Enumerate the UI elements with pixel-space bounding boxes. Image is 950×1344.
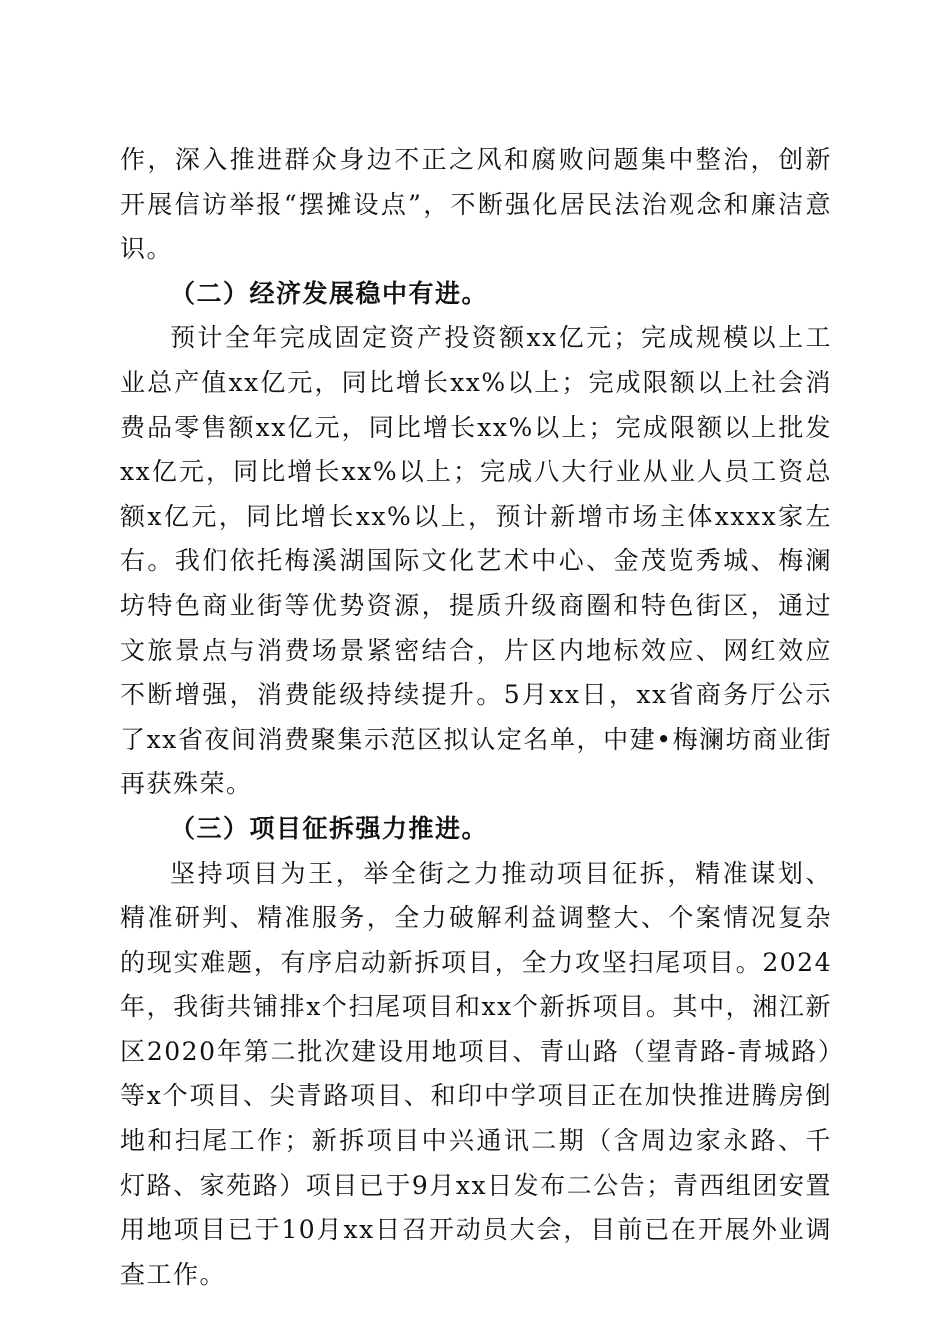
paragraph-projects: 坚持项目为王，举全街之力推动项目征拆，精准谋划、精准研判、精准服务，全力破解利益调整大、个案情况复杂的现实难题，有序启动新拆项目，全力攻坚扫尾项目。2024年，我街共铺排x个扫尾项目和xx个新拆项目。其中，湘江新区2020年第二批次建设用地项目、青山路（望青路-青城路）等x个项目、尖青路项目、和印中学项目正在加快推进腾房倒地和扫尾工作；新拆项目中兴通讯二期（含周边家永路、千灯路、家苑路）项目已于9月xx日发布二公告；青西组团安置用地项目已于10月xx日召开动员大会，目前已在开展外业调查工作。 (120, 858, 832, 1289)
paragraph-economy: 预计全年完成固定资产投资额xx亿元；完成规模以上工业总产值xx亿元，同比增长xx%以上；完成限额以上社会消费品零售额xx亿元，同比增长xx%以上；完成限额以上批发xx亿元，同比增长xx%以上；完成八大行业从业人员工资总额x亿元，同比增长xx%以上，预计新增市场主体xxxx家左右。我们依托梅溪湖国际文化艺术中心、金茂览秀城、梅澜坊特色商业街等优势资源，提质升级商圈和特色街区，通过文旅景点与消费场景紧密结合，片区内地标效应、网红效应不断增强，消费能级持续提升。5月xx日，xx省商务厅公示了xx省夜间消费聚集示范区拟认定名单，中建•梅澜坊商业街再获殊荣。 (120, 323, 832, 799)
section-heading-projects: （三）项目征拆强力推进。 (170, 813, 489, 843)
document-page (120, 138, 832, 1297)
section-heading-economy: （二）经济发展稳中有进。 (170, 278, 489, 308)
paragraph-continuation: 作，深入推进群众身边不正之风和腐败问题集中整治，创新开展信访举报“摆摊设点”，不断强化居民法治观念和廉洁意识。 (120, 145, 832, 264)
